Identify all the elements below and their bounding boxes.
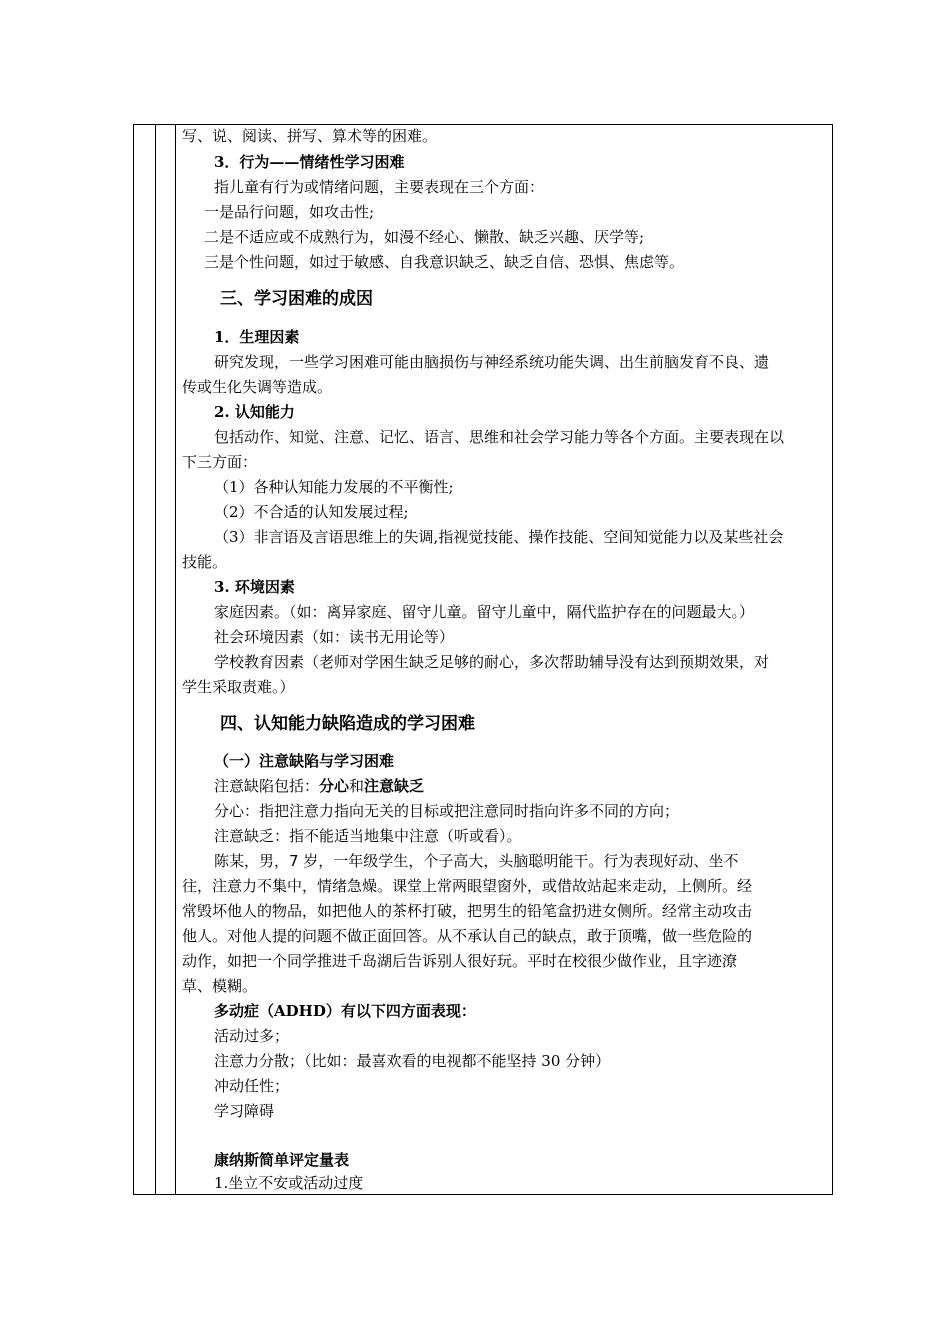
case-text-line: 常毁坏他人的物品，如把他人的茶杯打破，把男生的铅笔盒扔进女侧所。经常主动攻击	[182, 902, 753, 920]
text-line: 注意力分散；（比如：最喜欢看的电视都不能坚持 30 分钟）	[214, 1052, 611, 1070]
text-span: 注意缺陷包括：	[214, 777, 320, 795]
text-line: 社会环境因素（如：读书无用论等）	[214, 628, 455, 646]
case-text-line: 动作，如把一个同学推进千岛湖后告诉别人很好玩。平时在校很少做作业，且字迹潦	[182, 952, 738, 970]
text-line: 家庭因素。（如：离异家庭、留守儿童。留守儿童中，隔代监护存在的问题最大。）	[214, 603, 755, 621]
text-line: 包括动作、知觉、注意、记忆、语言、思维和社会学习能力等各个方面。主要表现在以	[214, 428, 785, 446]
text-line: 下三方面：	[182, 453, 258, 471]
chapter-heading: 四、认知能力缺陷造成的学习困难	[220, 714, 475, 734]
section-heading: 3. 环境因素	[214, 578, 295, 596]
document-table	[133, 124, 833, 1195]
case-text-line: 他人。对他人提的问题不做正面回答。从不承认自己的缺点，敢于顶嘴，做一些危险的	[182, 927, 753, 945]
text-line: 学校教育因素（老师对学困生缺乏足够的耐心，多次帮助辅导没有达到预期效果，对	[214, 653, 770, 671]
section-heading: 1．生理因素	[214, 328, 300, 346]
text-line: 一是品行问题，如攻击性;	[204, 203, 375, 221]
bold-term: 分心	[319, 777, 350, 795]
table-column-divider-right	[175, 125, 176, 1194]
text-line: 分心：指把注意力指向无关的目标或把注意同时指向许多不同的方向；	[214, 802, 680, 820]
text-line: 写、说、阅读、拼写、算术等的困难。	[182, 127, 438, 145]
text-line	[214, 777, 424, 795]
section-heading: （一）注意缺陷与学习困难	[214, 752, 395, 770]
section-heading: 多动症（ADHD）有以下四方面表现：	[214, 1002, 476, 1020]
text-span: 和	[349, 777, 365, 795]
table-column-divider-left	[155, 125, 156, 1194]
text-line: 二是不适应或不成熟行为，如漫不经心、懒散、缺乏兴趣、厌学等;	[204, 228, 645, 246]
text-line: 1.坐立不安或活动过度	[214, 1174, 364, 1192]
section-heading: 康纳斯简单评定量表	[214, 1151, 350, 1169]
text-line: 冲动任性；	[214, 1077, 290, 1095]
case-text-line: 草、模糊。	[182, 977, 258, 995]
text-line: 三是个性问题，如过于敏感、自我意识缺乏、缺乏自信、恐惧、焦虑等。	[204, 253, 685, 271]
section-heading: 2. 认知能力	[214, 403, 295, 421]
case-text-line: 往，注意力不集中，情绪急燥。课堂上常两眼望窗外，或借故站起来走动，上侧所。经	[182, 877, 753, 895]
text-line: 研究发现，一些学习困难可能由脑损伤与神经系统功能失调、出生前脑发育不良、遗	[214, 353, 770, 371]
bold-term: 注意缺乏	[364, 777, 425, 795]
text-line: 传或生化失调等造成。	[182, 378, 333, 396]
case-text-line: 陈某，男，7 岁，一年级学生，个子高大，头脑聪明能干。行为表现好动、坐不	[214, 852, 739, 870]
text-line: 活动过多；	[214, 1027, 290, 1045]
text-line: 指儿童有行为或情绪问题，主要表现在三个方面：	[214, 178, 545, 196]
text-line: （3）非言语及言语思维上的失调,指视觉技能、操作技能、空间知觉能力以及某些社会	[214, 528, 784, 546]
chapter-heading: 三、学习困难的成因	[220, 289, 373, 309]
text-line: （1）各种认知能力发展的不平衡性;	[214, 478, 454, 496]
section-heading: 3．行为——情绪性学习困难	[214, 153, 405, 171]
text-line: 注意缺乏：指不能适当地集中注意（听或看）。	[214, 827, 522, 845]
text-line: 学习障碍	[214, 1102, 275, 1120]
text-line: 学生采取责难。）	[182, 678, 295, 696]
text-line: 技能。	[182, 553, 228, 571]
text-line: （2）不合适的认知发展过程;	[214, 503, 409, 521]
